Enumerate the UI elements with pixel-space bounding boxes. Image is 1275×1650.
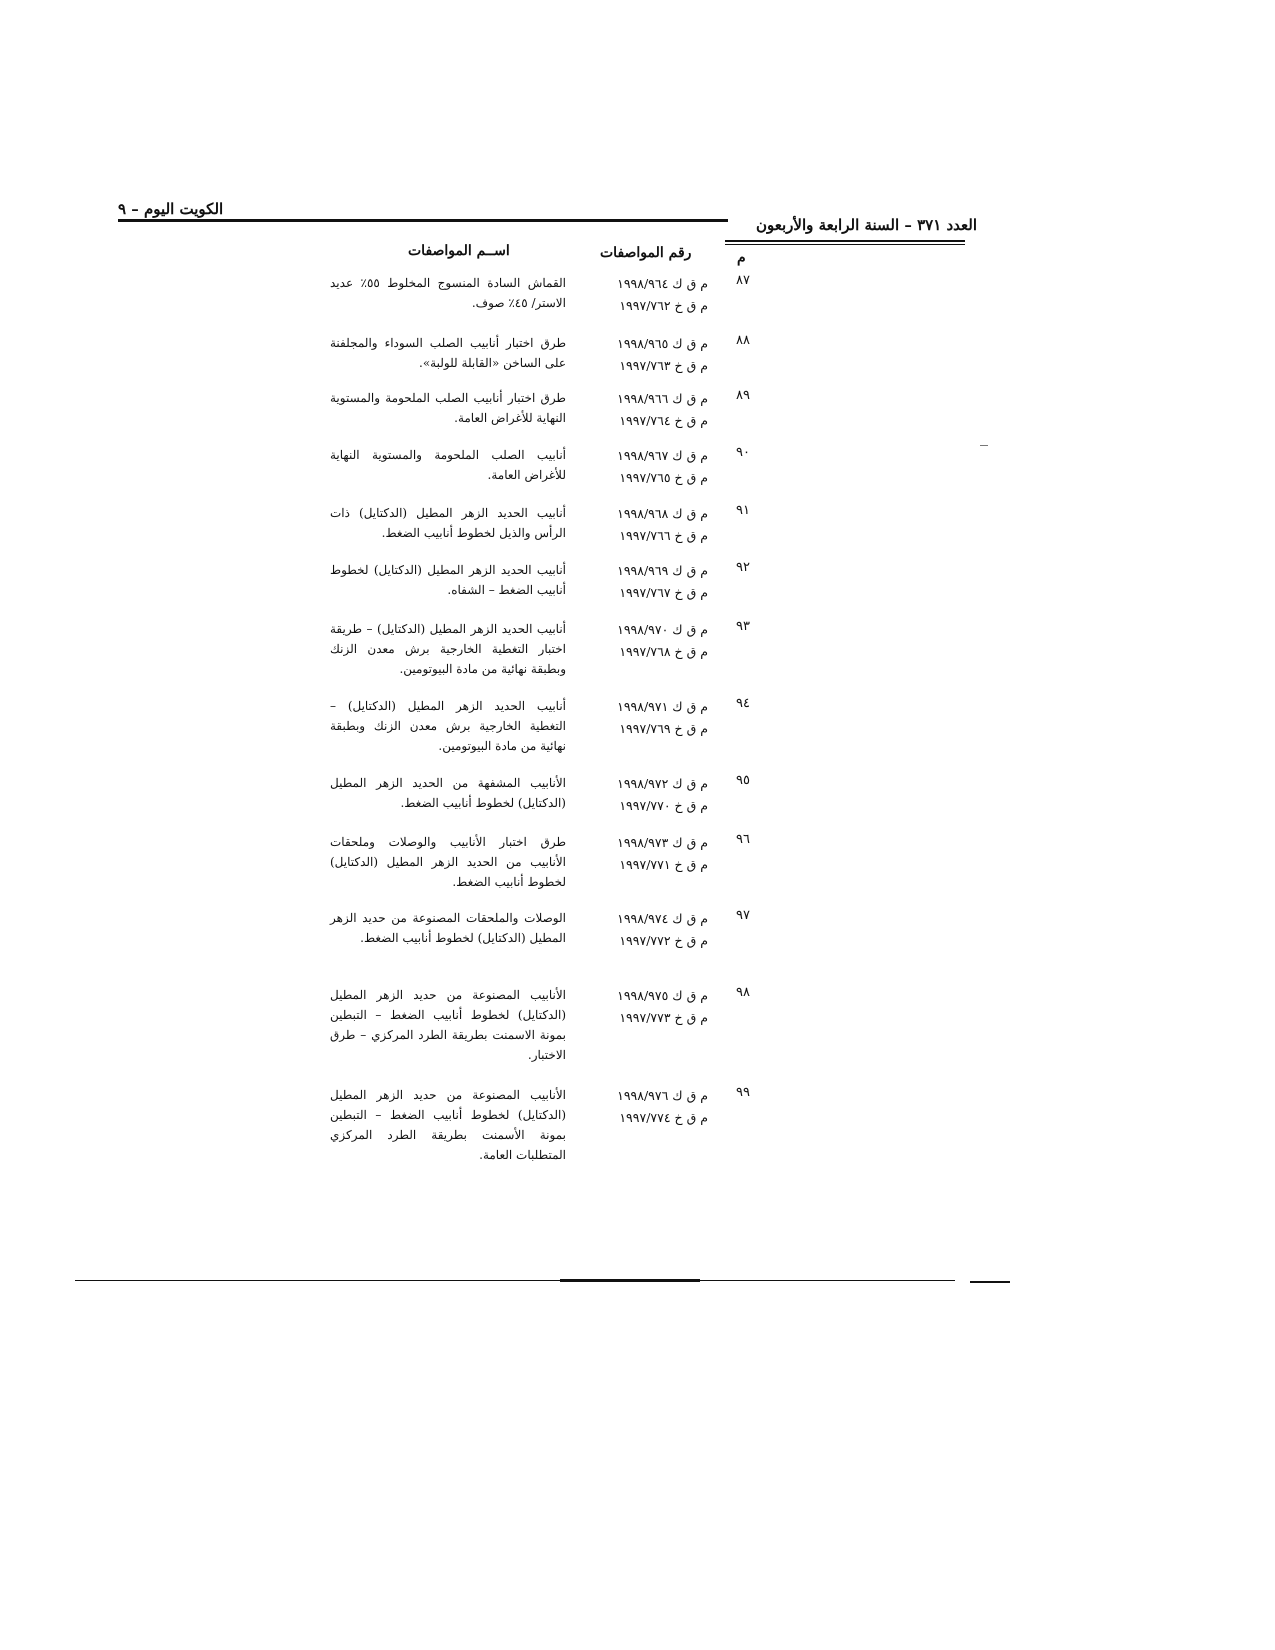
page-header-right: العدد ٣٧١ – السنة الرابعة والأربعون bbox=[756, 216, 978, 234]
code-gulf: م ق خ ١٩٩٧/٧٦٥ bbox=[619, 470, 708, 485]
spec-name: طرق اختبار الأنابيب والوصلات وملحقات الأنابيب من الحديد الزهر المطيل (الدكتايل) لخطوط أنابيب الضغط. bbox=[330, 835, 566, 889]
code-kuwait: م ق ك ١٩٩٨/٩٦٤ bbox=[617, 276, 708, 291]
top-rule-left bbox=[118, 219, 728, 222]
column-header-code: رقم المواصفات bbox=[600, 245, 692, 261]
spec-name: الوصلات والملحقات المصنوعة من حديد الزهر المطيل (الدكتايل) لخطوط أنابيب الضغط. bbox=[330, 911, 566, 945]
top-rule-right-thin bbox=[725, 244, 965, 245]
code-kuwait: م ق ك ١٩٩٨/٩٧٥ bbox=[617, 988, 708, 1003]
row-number: ٨٨ bbox=[736, 333, 750, 348]
row-codes bbox=[586, 560, 708, 604]
spec-name: طرق اختبار أنابيب الصلب السوداء والمجلفنة على الساخن «القابلة للولبة». bbox=[330, 336, 566, 370]
code-kuwait: م ق ك ١٩٩٨/٩٧٢ bbox=[617, 776, 708, 791]
table-row bbox=[330, 832, 760, 892]
code-kuwait: م ق ك ١٩٩٨/٩٧١ bbox=[617, 699, 708, 714]
spec-name: أنابيب الحديد الزهر المطيل (الدكتايل) لخطوط أنابيب الضغط – الشفاه. bbox=[330, 563, 566, 597]
row-codes bbox=[586, 832, 708, 876]
spec-name: القماش السادة المنسوج المخلوط ٥٥٪ عديد الاستر/ ٤٥٪ صوف. bbox=[330, 276, 567, 310]
spec-name: الأنابيب المصنوعة من حديد الزهر المطيل (الدكتايل) لخطوط أنابيب الضغط – التبطين بمونة الأسمنت بطريقة الطرد المركزي المتطلبات العامة. bbox=[330, 1088, 566, 1162]
spec-name: أنابيب الصلب الملحومة والمستوية النهاية للأغراض العامة. bbox=[330, 448, 566, 482]
row-codes bbox=[586, 1085, 708, 1129]
row-number: ٩٠ bbox=[736, 445, 750, 460]
row-number: ٩٨ bbox=[736, 985, 750, 1000]
code-gulf: م ق خ ١٩٩٧/٧٦٦ bbox=[619, 528, 708, 543]
table-row bbox=[330, 445, 760, 505]
table-row bbox=[330, 619, 760, 679]
table-row bbox=[330, 696, 760, 756]
bottom-rule-thick bbox=[560, 1279, 700, 1282]
spec-name: أنابيب الحديد الزهر المطيل (الدكتايل) – طريقة اختبار التغطية الخارجية برش معدن الزنك وبطبقة نهائية من مادة البيوتومين. bbox=[330, 622, 566, 676]
code-kuwait: م ق ك ١٩٩٨/٩٦٦ bbox=[617, 391, 708, 406]
code-kuwait: م ق ك ١٩٩٨/٩٦٩ bbox=[617, 563, 708, 578]
code-gulf: م ق خ ١٩٩٧/٧٧٤ bbox=[619, 1110, 708, 1125]
table-row bbox=[330, 773, 760, 833]
row-codes bbox=[586, 333, 708, 377]
page-header-left: الكويت اليوم – ٩ bbox=[118, 200, 224, 218]
bottom-rule-end bbox=[970, 1281, 1010, 1283]
row-number: ٩٦ bbox=[736, 832, 750, 847]
code-gulf: م ق خ ١٩٩٧/٧٧١ bbox=[619, 857, 708, 872]
table-row bbox=[330, 908, 760, 968]
row-number: ٨٧ bbox=[736, 273, 750, 288]
spec-name: الأنابيب المصنوعة من حديد الزهر المطيل (الدكتايل) لخطوط أنابيب الضغط – التبطين بمونة الاسمنت بطريقة الطرد المركزي – طرق الاختبار. bbox=[330, 988, 566, 1062]
code-gulf: م ق خ ١٩٩٧/٧٧٠ bbox=[619, 798, 708, 813]
row-number: ٩٤ bbox=[736, 696, 750, 711]
row-number: ٩٥ bbox=[736, 773, 750, 788]
column-header-name: اســم المواصفات bbox=[408, 243, 510, 259]
code-gulf: م ق خ ١٩٩٧/٧٦٣ bbox=[619, 358, 708, 373]
row-codes bbox=[586, 696, 708, 740]
table-row bbox=[330, 273, 760, 333]
table-row bbox=[330, 1085, 760, 1162]
row-codes bbox=[586, 503, 708, 547]
table-row bbox=[330, 985, 760, 1062]
code-kuwait: م ق ك ١٩٩٨/٩٧٦ bbox=[617, 1088, 708, 1103]
row-number: ٨٩ bbox=[736, 388, 750, 403]
row-number: ٩٧ bbox=[736, 908, 750, 923]
column-header-num: م bbox=[737, 250, 746, 266]
top-rule-right bbox=[725, 240, 965, 242]
code-gulf: م ق خ ١٩٩٧/٧٦٤ bbox=[619, 413, 708, 428]
code-gulf: م ق خ ١٩٩٧/٧٧٣ bbox=[619, 1010, 708, 1025]
code-kuwait: م ق ك ١٩٩٨/٩٦٧ bbox=[617, 448, 708, 463]
code-gulf: م ق خ ١٩٩٧/٧٦٨ bbox=[619, 644, 708, 659]
spec-name: أنابيب الحديد الزهر المطيل (الدكتايل) – التغطية الخارجية برش معدن الزنك وبطبقة نهائية من مادة البيوتومين. bbox=[330, 699, 566, 753]
table-row bbox=[330, 333, 760, 393]
code-gulf: م ق خ ١٩٩٧/٧٦٩ bbox=[619, 721, 708, 736]
code-gulf: م ق خ ١٩٩٧/٧٦٢ bbox=[619, 298, 708, 313]
table-row bbox=[330, 388, 760, 448]
row-number: ٩١ bbox=[736, 503, 750, 518]
row-codes bbox=[586, 985, 708, 1029]
spec-name: طرق اختبار أنابيب الصلب الملحومة والمستوية النهاية للأغراض العامة. bbox=[330, 391, 566, 425]
table-row bbox=[330, 503, 760, 563]
row-number: ٩٩ bbox=[736, 1085, 750, 1100]
code-gulf: م ق خ ١٩٩٧/٧٦٧ bbox=[619, 585, 708, 600]
spec-name: أنابيب الحديد الزهر المطيل (الدكتايل) ذات الرأس والذيل لخطوط أنابيب الضغط. bbox=[330, 506, 566, 540]
code-kuwait: م ق ك ١٩٩٨/٩٧٣ bbox=[617, 835, 708, 850]
row-codes bbox=[586, 908, 708, 952]
spec-name: الأنابيب المشفهة من الحديد الزهر المطيل (الدكتايل) لخطوط أنابيب الضغط. bbox=[330, 776, 566, 810]
row-codes bbox=[586, 445, 708, 489]
row-number: ٩٣ bbox=[736, 619, 750, 634]
code-kuwait: م ق ك ١٩٩٨/٩٧٠ bbox=[617, 622, 708, 637]
row-codes bbox=[586, 619, 708, 663]
row-codes bbox=[586, 773, 708, 817]
row-codes bbox=[586, 388, 708, 432]
margin-tick bbox=[980, 445, 988, 446]
row-number: ٩٢ bbox=[736, 560, 750, 575]
table-row bbox=[330, 560, 760, 620]
row-codes bbox=[586, 273, 708, 317]
code-kuwait: م ق ك ١٩٩٨/٩٦٥ bbox=[617, 336, 708, 351]
bottom-rule bbox=[75, 1280, 955, 1281]
code-kuwait: م ق ك ١٩٩٨/٩٦٨ bbox=[617, 506, 708, 521]
code-gulf: م ق خ ١٩٩٧/٧٧٢ bbox=[619, 933, 708, 948]
code-kuwait: م ق ك ١٩٩٨/٩٧٤ bbox=[617, 911, 708, 926]
